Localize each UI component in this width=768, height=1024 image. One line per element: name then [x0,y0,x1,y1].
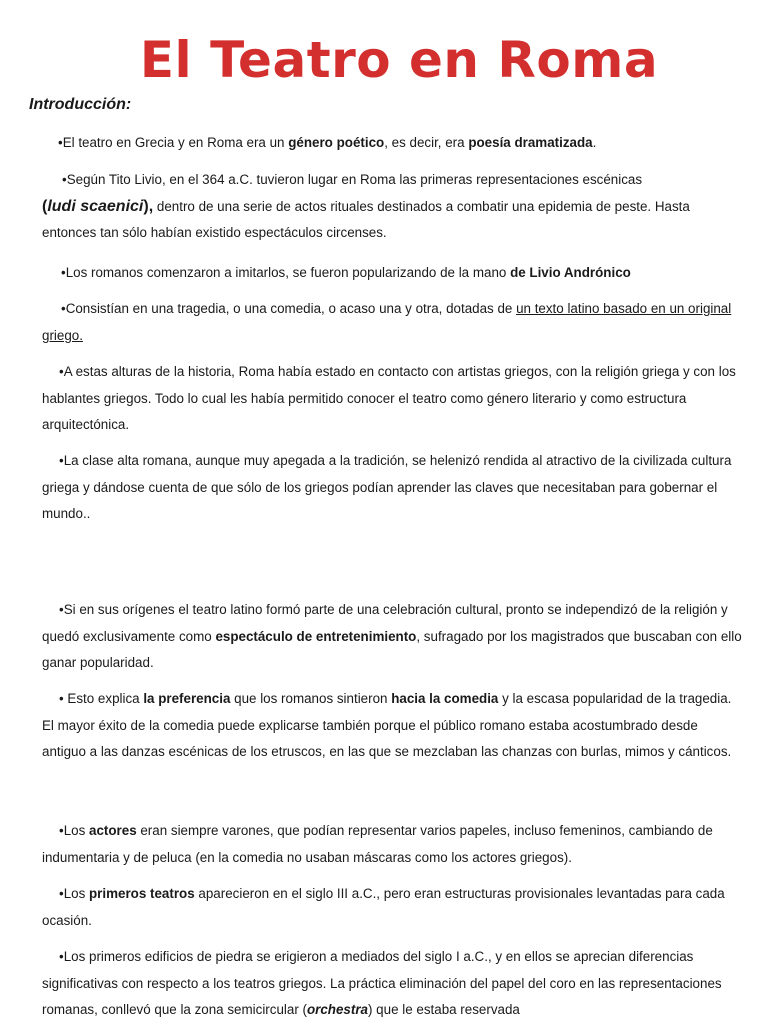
p2-text-e: dentro de una serie de actos rituales destinados a combatir una epidemia de peste. Hasta entonces tan sólo habían existido espectáculos circenses. [42,198,690,240]
p2-text-a: •Según Tito Livio, en el 364 a.C. tuvieron lugar en Roma las primeras representaciones escénicas [62,172,643,187]
p10-text-c: aparecieron en el siglo III a.C., pero eran estructuras provisionales levantadas para cada ocasión. [42,886,725,928]
p1-text-e: . [592,135,597,150]
paragraph-3 [61,260,751,287]
p11-orchestra: orchestra [306,1002,368,1017]
p8-text-a: • Esto explica [59,691,144,706]
p4-underlined-text: un texto latino basado en un original griego. [42,301,732,343]
p9-bold-actores: actores [89,823,137,838]
p2-paren-open: ( [42,197,48,215]
p7-bold-espectaculo: espectáculo de entretenimiento [215,628,417,644]
p4-text-a: •Consistían en una tragedia, o una comedia, o acaso una y otra, dotadas de [61,301,517,316]
p8-text-c: que los romanos sintieron [230,691,392,706]
p5-text-a: •A estas alturas de la historia, Roma había estado en contacto con artistas griegos, con la religión griega y con los hablantes griegos. Todo lo cual les había permitido conocer el teatro como género literario y como estructura arquitectónica. [42,364,736,432]
paragraph-6 [42,448,742,528]
p7-text-a: •Si en sus orígenes el teatro latino formó parte de una celebración cultural, pronto se independizó de la religión y quedó exclusivamente como [42,602,728,644]
paragraph-9 [42,818,742,871]
p1-text-c: , es decir, era [384,135,469,150]
page-title: El Teatro en Roma [139,31,659,89]
intro-heading: Introducción: [29,96,132,113]
p1-bold-poesia: poesía dramatizada [468,135,593,150]
p3-text-a: •Los romanos comenzaron a imitarlos, se fueron popularizando de la mano [61,265,511,280]
paragraph-10 [42,881,742,934]
p6-text-a: •La clase alta romana, aunque muy apegada a la tradición, se helenizó rendida al atractivo de la civilizada cultura griega y dándose cuenta de que sólo de los griegos podían aprender las claves que necesitaban para gobernar el mundo.. [42,453,732,521]
p11-text-c: ) que le estaba reservada [368,1002,520,1017]
p10-text-a: •Los [59,886,89,901]
paragraph-2 [42,167,742,247]
p2-ludi-scaenici: ludi scaenici [47,197,144,215]
p9-text-a: •Los [59,823,89,838]
p8-bold-comedia: hacia la comedia [391,691,499,706]
p7-text-c: , sufragado por los magistrados que buscaban con ello ganar popularidad. [42,628,742,670]
p9-text-c: eran siempre varones, que podían representar varios papeles, incluso femeninos, cambiando de indumentaria y de peluca (en la comedia no usaban máscaras como los actores griegos). [42,823,713,865]
p8-bold-preferencia: la preferencia [143,691,231,706]
p11-text-a: •Los primeros edificios de piedra se erigieron a mediados del siglo I a.C., y en ellos se aprecian diferencias significativas con respecto a los teatros griegos. La práctica eliminación del papel del coro en las representaciones romanas, conllevó que la zona semicircular ( [42,949,722,1017]
paragraph-4 [42,296,742,349]
paragraph-5 [42,359,742,439]
paragraph-1 [58,130,748,157]
p1-bold-genero: género poético [288,135,385,150]
paragraph-7 [42,597,742,677]
paragraph-11 [42,944,742,1024]
p8-text-e: y la escasa popularidad de la tragedia. El mayor éxito de la comedia puede explicarse también porque el público romano estaba acostumbrado desde antiguo a las danzas escénicas de los etruscos, en las que se mezclaban las chanzas con burlas, mimos y cánticos. [42,691,732,759]
paragraph-8 [42,686,742,766]
p3-livio-andronico: de Livio Andrónico [510,265,631,280]
p1-text-a: •El teatro en Grecia y en Roma era un [58,135,289,150]
p2-paren-close: ), [143,197,154,215]
p10-bold-primeros-teatros: primeros teatros [89,886,195,901]
